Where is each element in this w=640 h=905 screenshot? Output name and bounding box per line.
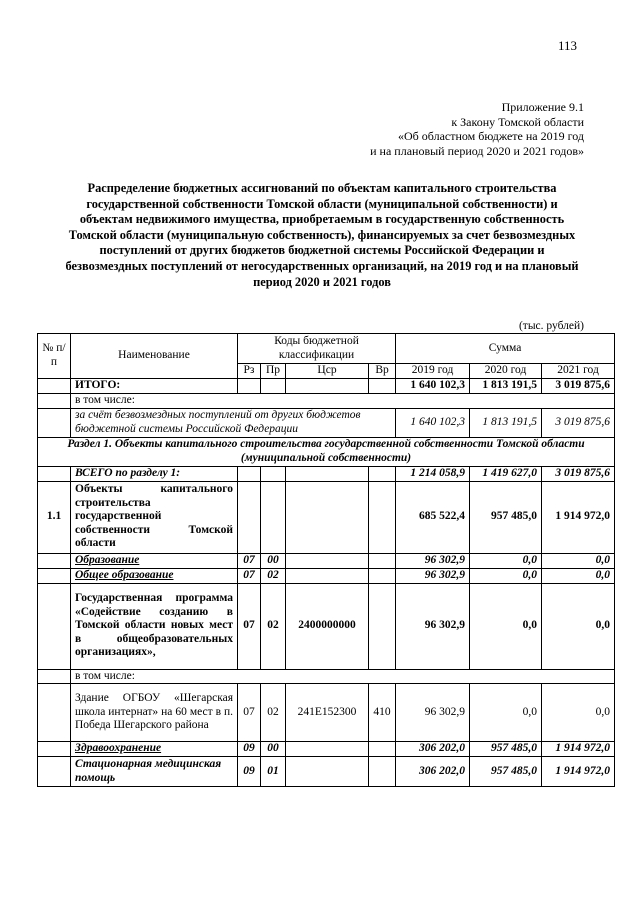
document-title: Распределение бюджетных ассигнований по объектам капитального строительства государственной собственности Томской области (муниципальной собственности) и объектам недвижимого имущества, приобретаемым в государственную собственность Томской области (муниципальную собственность), финансируемых за счет безвозмездных поступлений от других бюджетов бюджетной системы Российской Федерации и безвозмездных поступлений от негосударственных организаций, на 2019 год и на плановый период 2020 и 2021 годов — [65, 181, 579, 289]
value-2021: 0,0 — [542, 583, 615, 669]
appendix-line: и на плановый период 2020 и 2021 годов» — [370, 143, 584, 158]
code-csr: 2400000000 — [286, 583, 369, 669]
value-2021: 1 914 972,0 — [542, 481, 615, 553]
header-2020: 2020 год — [470, 364, 542, 379]
row-name: Государственная программа «Содействие созданию в Томской области новых мест в общеобразовательных организациях», — [71, 583, 238, 669]
row-name: Здание ОГБОУ «Шегарская школа интернат» на 60 мест в п. Победа Шегарского района — [71, 684, 238, 742]
row-name: Стационарная медицинская помощь — [71, 757, 238, 787]
units-note: (тыс. рублей) — [518, 320, 584, 332]
value-2019: 96 302,9 — [396, 553, 470, 568]
value-2021: 3 019 875,6 — [542, 379, 615, 394]
value-2020: 0,0 — [470, 553, 542, 568]
table-row — [38, 669, 615, 684]
code-pr: 02 — [261, 583, 286, 669]
row-number: 1.1 — [38, 481, 71, 553]
row-name: ВСЕГО по разделу 1: — [71, 466, 238, 481]
header-2021: 2021 год — [542, 364, 615, 379]
appendix-line: Приложение 9.1 — [501, 100, 584, 114]
value-2019: 685 522,4 — [396, 481, 470, 553]
row-name: Объекты капитального строительства государственной собственности Томской области — [71, 481, 238, 553]
value-2019: 1 214 058,9 — [396, 466, 470, 481]
header-rz: Рз — [238, 364, 261, 379]
appendix-note — [370, 100, 584, 158]
section-row — [38, 437, 615, 466]
value-2019: 96 302,9 — [396, 684, 470, 742]
code-rz: 07 — [238, 553, 261, 568]
header-codes: Коды бюджетной классификации — [238, 334, 396, 364]
code-pr: 01 — [261, 757, 286, 787]
table-row — [38, 742, 615, 757]
row-name: Образование — [71, 553, 238, 568]
code-rz: 07 — [238, 568, 261, 583]
budget-table — [37, 333, 615, 787]
table-row — [38, 466, 615, 481]
value-2020: 957 485,0 — [470, 742, 542, 757]
section-title: Раздел 1. Объекты капитального строительства государственной собственности Томской области (муниципальной собственности) — [38, 437, 615, 466]
page-number: 113 — [558, 38, 578, 53]
value-2020: 0,0 — [470, 684, 542, 742]
value-2019: 1 640 102,3 — [396, 379, 470, 394]
header-name: Наименование — [71, 334, 238, 379]
value-2020: 1 419 627,0 — [470, 466, 542, 481]
table-header-row — [38, 334, 615, 364]
value-2021: 3 019 875,6 — [542, 466, 615, 481]
row-name: Здравоохранение — [71, 742, 238, 757]
value-2021: 1 914 972,0 — [542, 757, 615, 787]
row-name: за счёт безвозмездных поступлений от других бюджетов бюджетной системы Российской Федерации — [71, 408, 396, 437]
appendix-line: к Закону Томской области — [451, 114, 584, 129]
value-2019: 306 202,0 — [396, 757, 470, 787]
code-rz: 09 — [238, 742, 261, 757]
appendix-line: «Об областном бюджете на 2019 год — [398, 129, 584, 143]
header-sum: Сумма — [396, 334, 615, 364]
value-2020: 0,0 — [470, 583, 542, 669]
value-2021: 3 019 875,6 — [542, 408, 615, 437]
row-name: в том числе: — [71, 669, 615, 684]
row-name: в том числе: — [71, 394, 615, 409]
table-row — [38, 553, 615, 568]
value-2019: 1 640 102,3 — [396, 408, 470, 437]
code-pr: 00 — [261, 742, 286, 757]
row-name: ИТОГО: — [71, 379, 238, 394]
value-2021: 0,0 — [542, 553, 615, 568]
value-2021: 0,0 — [542, 684, 615, 742]
code-rz: 07 — [238, 684, 261, 742]
value-2021: 1 914 972,0 — [542, 742, 615, 757]
row-name: Общее образование — [71, 568, 238, 583]
code-pr: 00 — [261, 553, 286, 568]
table-row — [38, 408, 615, 437]
header-vr: Вр — [369, 364, 396, 379]
header-csr: Цср — [286, 364, 369, 379]
value-2021: 0,0 — [542, 568, 615, 583]
code-pr: 02 — [261, 684, 286, 742]
value-2020: 957 485,0 — [470, 757, 542, 787]
table-row — [38, 757, 615, 787]
header-2019: 2019 год — [396, 364, 470, 379]
table-row — [38, 583, 615, 669]
table-row — [38, 568, 615, 583]
code-vr: 410 — [369, 684, 396, 742]
value-2020: 0,0 — [470, 568, 542, 583]
value-2019: 96 302,9 — [396, 583, 470, 669]
value-2019: 96 302,9 — [396, 568, 470, 583]
code-rz: 07 — [238, 583, 261, 669]
code-pr: 02 — [261, 568, 286, 583]
code-csr: 241E152300 — [286, 684, 369, 742]
table-row — [38, 379, 615, 394]
value-2020: 1 813 191,5 — [470, 379, 542, 394]
header-num: № п/п — [38, 334, 71, 379]
table-row — [38, 481, 615, 553]
table-row — [38, 394, 615, 409]
value-2019: 306 202,0 — [396, 742, 470, 757]
value-2020: 957 485,0 — [470, 481, 542, 553]
code-rz: 09 — [238, 757, 261, 787]
table-row — [38, 684, 615, 742]
header-pr: Пр — [261, 364, 286, 379]
value-2020: 1 813 191,5 — [470, 408, 542, 437]
